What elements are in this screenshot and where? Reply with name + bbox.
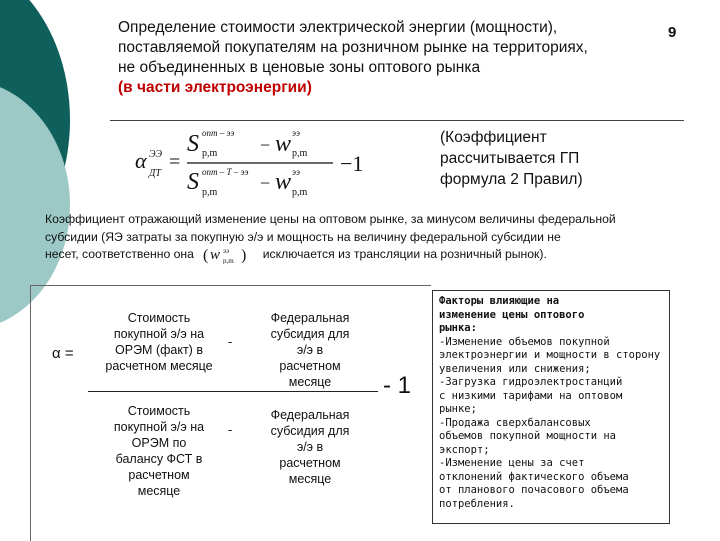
denominator-left (90, 403, 228, 499)
inline-w-sub: p,m (223, 257, 235, 264)
cell-line: покупной э/э на (113, 327, 205, 341)
description-paragraph (45, 211, 710, 264)
cell-line: месяце (137, 484, 181, 498)
formula-w-den-sup: ээ (292, 167, 300, 177)
formula-num-sup: опт – ээ (202, 128, 235, 138)
cell-line: ОРЭМ по (131, 436, 187, 450)
formula-w-num-sub: p,m (292, 148, 308, 159)
formula-s-den: S (187, 169, 199, 195)
coefficient-note (440, 127, 583, 190)
big-minus-one: - 1 (383, 372, 412, 399)
factors-line: увеличения или снижения; (439, 362, 591, 375)
factors-heading-line: рынка: (439, 322, 477, 334)
cell-line: субсидия для (270, 424, 350, 438)
formula-equals: = (169, 151, 181, 173)
denominator-minus: - (228, 422, 233, 437)
formula-num-sub: p,m (202, 148, 218, 159)
factors-line: от планового почасового объема (439, 484, 629, 496)
title-red-line: (в части электроэнергии) (118, 79, 312, 96)
factors-line: рынке; (439, 403, 477, 415)
cell-line: Стоимость (127, 311, 191, 325)
formula-s-num: S (187, 131, 199, 157)
page-number: 9 (668, 24, 677, 41)
para-line3-start: несет, соответственно она (45, 247, 194, 262)
inline-w-formula (203, 246, 253, 264)
cell-line: Стоимость (127, 404, 191, 418)
formula-alpha: α (135, 148, 147, 173)
numerator-left (90, 310, 228, 374)
cell-line: расчетном (279, 456, 341, 470)
inline-w: w (210, 247, 221, 263)
cell-line: расчетном месяце (105, 359, 213, 373)
factors-heading-line: Факторы влияющие на (439, 295, 560, 307)
cell-line: покупной э/э на (113, 420, 205, 434)
numerator-minus: - (228, 334, 233, 349)
cell-line: балансу ФСТ в (115, 452, 203, 466)
slide-title (118, 18, 678, 98)
formula-alpha-sup: ЭЭ (149, 149, 163, 160)
factors-line: потребления. (439, 497, 515, 510)
formula-alpha-sub: ДТ (149, 168, 161, 179)
factors-heading-line: изменение цены оптового (439, 308, 585, 321)
cell-line: э/э в (296, 343, 324, 357)
cell-line: субсидия для (270, 327, 350, 341)
para-line (45, 246, 710, 264)
formula-minus-one: −1 (340, 151, 364, 176)
formula-den-minus: − (260, 173, 271, 193)
title-line: Определение стоимости электрической энергии (мощности), (118, 19, 558, 36)
para-line: Коэффициент отражающий изменение цены на оптовом рынке, за минусом величины федеральной (45, 212, 616, 226)
cell-line: Федеральная (270, 311, 350, 325)
factors-line: -Изменение цены за счет (439, 457, 585, 469)
factors-line: -Изменение объемов покупной (439, 335, 610, 348)
formula-w-den: w (275, 169, 292, 195)
para-line3-end: исключается из трансляции на розничный рынок). (262, 247, 547, 262)
cell-line: э/э в (296, 440, 324, 454)
factors-line: отклонений фактического объема (439, 470, 629, 483)
factors-line: -Продажа сверхбалансовых (439, 416, 591, 429)
title-line: не объединенных в ценовые зоны оптового рынка (118, 59, 481, 76)
inline-paren-open: ( (203, 247, 209, 264)
note-line: рассчитывается ГП (440, 150, 580, 167)
formula-den-sub: p,m (202, 187, 218, 198)
formula-den-sup: опт – Т – ээ (202, 167, 249, 177)
factors-line: объемов покупной мощности на (439, 430, 617, 442)
cell-line: ОРЭМ (факт) в (115, 343, 203, 357)
cell-line: месяце (288, 375, 332, 389)
title-underline (110, 120, 684, 121)
factors-line: электроэнергии и мощности в сторону (439, 349, 661, 361)
note-line: (Коэффициент (440, 129, 547, 146)
factors-box (432, 290, 670, 524)
factors-line: экспорт; (439, 443, 490, 456)
para-line: субсидии (ЯЭ затраты за покупную э/э и мощность на величину федеральной субсидии не (45, 229, 561, 244)
big-alpha-label: α = (52, 345, 74, 362)
inline-w-sup: ээ (223, 247, 230, 255)
formula-w-den-sub: p,m (292, 187, 308, 198)
cell-line: расчетном (128, 468, 190, 482)
cell-line: месяце (288, 472, 332, 486)
denominator-right (250, 407, 370, 487)
note-line: формула 2 Правил) (440, 171, 583, 188)
title-line: поставляемой покупателям на розничном рынке на территориях, (118, 39, 588, 56)
cell-line: Федеральная (270, 408, 350, 422)
formula-w-num-sup: ээ (292, 128, 300, 138)
factors-line: -Загрузка гидроэлектростанций (439, 376, 623, 388)
factors-line: с низкими тарифами на оптовом (439, 389, 623, 402)
formula-num-minus: − (260, 135, 271, 155)
cell-line: расчетном (279, 359, 341, 373)
numerator-right (250, 310, 370, 390)
formula-w-num: w (275, 131, 292, 157)
inline-paren-close: ) (241, 247, 247, 264)
big-fraction-bar (88, 391, 378, 392)
alpha-formula (135, 123, 435, 203)
